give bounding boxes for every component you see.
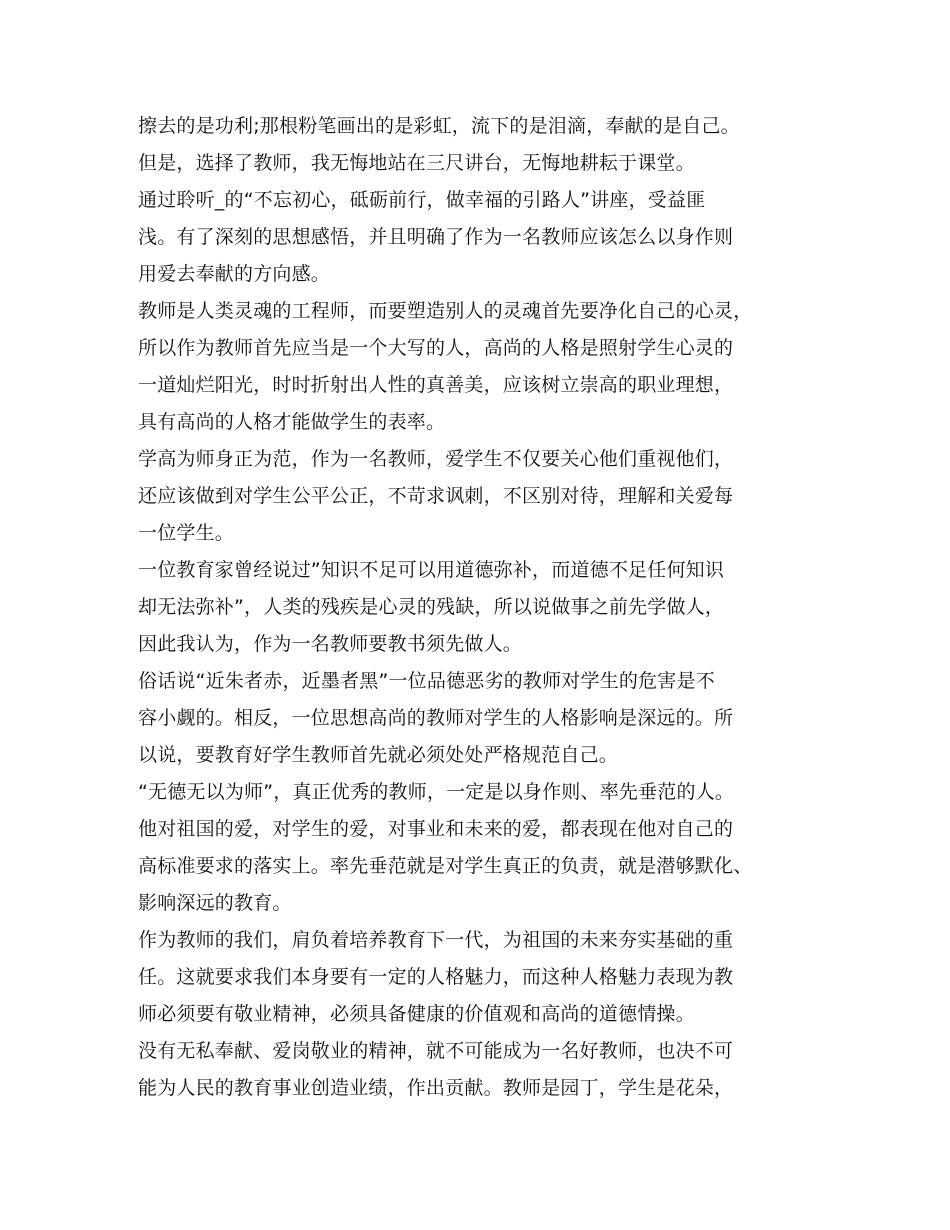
text-line: 任。这就要求我们本身要有一定的人格魅力，而这种人格魅力表现为教 xyxy=(138,966,734,988)
text-line: 用爱去奉献的方向感。 xyxy=(138,263,331,285)
document-body xyxy=(138,108,838,1107)
text-line: 容小觑的。相反，一位思想高尚的教师对学生的人格影响是深远的。所 xyxy=(138,707,734,729)
text-line: 教师是人类灵魂的工程师，而要塑造别人的灵魂首先要净化自己的心灵， xyxy=(138,300,753,322)
text-line: 一位教育家曾经说过”知识不足可以用道德弥补，而道德不足任何知识 xyxy=(138,559,725,581)
text-line: 所以作为教师首先应当是一个大写的人，高尚的人格是照射学生心灵的 xyxy=(138,337,734,359)
text-line: 一道灿烂阳光，时时折射出人性的真善美，应该树立崇高的职业理想， xyxy=(138,374,734,396)
text-line: 却无法弥补”，人类的残疾是心灵的残缺，所以说做事之前先学做人， xyxy=(138,596,725,618)
text-line: 师必须要有敬业精神，必须具备健康的价值观和高尚的道德情操。 xyxy=(138,1003,695,1025)
text-line: 浅。有了深刻的思想感悟，并且明确了作为一名教师应该怎么以身作则 xyxy=(138,226,734,248)
text-line: 但是，选择了教师，我无悔地站在三尺讲台，无悔地耕耘于课堂。 xyxy=(138,152,695,174)
text-line: 能为人民的教育事业创造业绩，作出贡献。教师是园丁，学生是花朵， xyxy=(138,1077,734,1099)
text-line: 影响深远的教育。 xyxy=(138,892,292,914)
text-line: 以说，要教育好学生教师首先就必须处处严格规范自己。 xyxy=(138,744,619,766)
text-line: 学高为师身正为范，作为一名教师，爱学生不仅要关心他们重视他们， xyxy=(138,448,734,470)
text-line: 高标准要求的落实上。率先垂范就是对学生真正的负责，就是潜够默化、 xyxy=(138,855,753,877)
text-line: “无德无以为师”，真正优秀的教师，一定是以身作则、率先垂范的人。 xyxy=(138,781,735,803)
text-line: 一位学生。 xyxy=(138,522,235,544)
text-line: 通过聆听_的“不忘初心，砥砺前行，做幸福的引路人”讲座，受益匪 xyxy=(138,189,706,211)
text-line: 俗话说“近朱者赤，近墨者黑”一位品德恶劣的教师对学生的危害是不 xyxy=(138,670,715,692)
text-line: 擦去的是功利;那根粉笔画出的是彩虹，流下的是泪滴，奉献的是自己。 xyxy=(138,115,740,137)
text-line: 作为教师的我们，肩负着培养教育下一代，为祖国的未来夯实基础的重 xyxy=(138,929,734,951)
text-line: 因此我认为，作为一名教师要教书须先做人。 xyxy=(138,633,523,655)
text-line: 他对祖国的爱，对学生的爱，对事业和未来的爱，都表现在他对自己的 xyxy=(138,818,734,840)
text-line: 还应该做到对学生公平公正，不苛求讽刺，不区别对待，理解和关爱每 xyxy=(138,485,734,507)
text-line: 具有高尚的人格才能做学生的表率。 xyxy=(138,411,446,433)
text-line: 没有无私奉献、爱岗敬业的精神，就不可能成为一名好教师，也决不可 xyxy=(138,1040,734,1062)
